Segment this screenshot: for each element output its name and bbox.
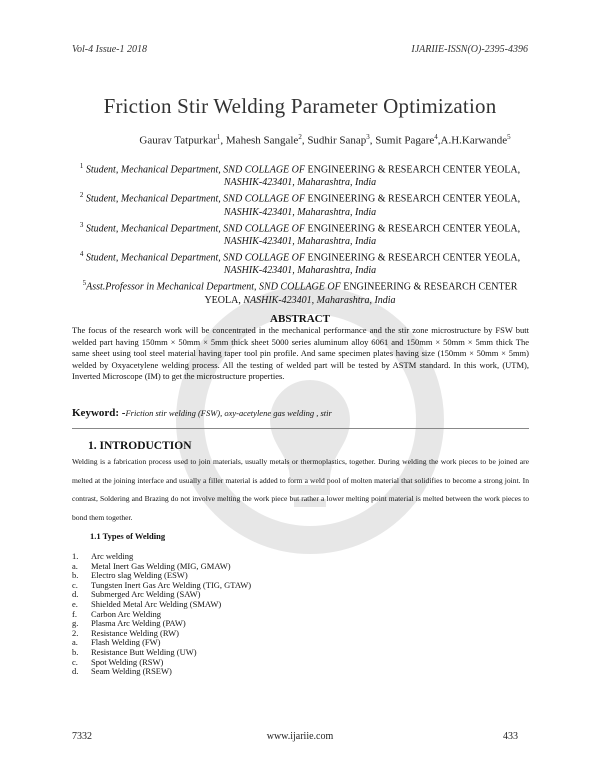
list-marker: a. <box>72 637 78 648</box>
author-sup: 4 <box>434 133 438 141</box>
keyword-label: Keyword: - <box>72 407 126 419</box>
list-marker: 1. <box>72 551 79 561</box>
list-marker: d. <box>72 666 79 677</box>
affiliation-college: ENGINEERING & RESEARCH CENTER YEOLA, <box>304 164 521 176</box>
list-label: Spot Welding (RSW) <box>91 656 164 667</box>
affiliation-college: ENGINEERING & RESEARCH CENTER YEOLA, <box>304 222 521 234</box>
affiliation <box>70 219 530 248</box>
affiliation-location: NASHIK-423401, Maharashtra, India <box>223 265 377 277</box>
author-name: Mahesh Sangale <box>225 134 299 147</box>
footer-website: www.ijariie.com <box>266 731 334 742</box>
author-separator: , <box>220 134 226 147</box>
affiliation-location: NASHIK-423401, Maharashtra, India <box>223 177 377 189</box>
keyword-text: Friction stir welding (FSW), oxy-acetylene gas welding , stir <box>125 408 332 418</box>
affiliation-college: ENGINEERING & RESEARCH CENTER YEOLA, <box>304 252 521 264</box>
footer-page-number: 433 <box>503 731 518 742</box>
welding-types-list <box>72 552 251 677</box>
affiliation-dept: Student, Mechanical Department, SND COLLAGE OF <box>83 164 305 176</box>
list-marker: g. <box>72 618 79 629</box>
list-marker: 2. <box>72 627 79 638</box>
affiliation <box>70 248 530 277</box>
list-label: Shielded Metal Arc Welding (SMAW) <box>91 598 222 609</box>
list-marker: c. <box>72 579 78 590</box>
affiliation-sup: 5 <box>82 279 87 288</box>
affiliation-sup: 4 <box>79 249 84 258</box>
list-label: Tungsten Inert Gas Arc Welding (TIG, GTAW) <box>91 579 252 590</box>
introduction-body: Welding is a fabrication process used to join materials, usually metals or thermoplastics, together. During welding the work pieces to be joined are melted at the joining interface and usually a filler material is added to form a weld pool of molten material that solidifies to become a strong joint. In contrast, Soldering and Brazing do not involve melting the work piece but rather a lower melting point material is melted between the work pieces to bond them together. <box>72 457 529 522</box>
author-separator: , <box>301 134 308 147</box>
author-list <box>0 133 600 147</box>
author-sup: 5 <box>507 133 511 141</box>
author-name: Gaurav Tatpurkar <box>139 134 217 147</box>
list-marker: f. <box>72 608 77 619</box>
list-label: Plasma Arc Welding (PAW) <box>91 618 186 629</box>
affiliation-dept: Student, Mechanical Department, SND COLLAGE OF <box>83 222 305 234</box>
paper-title: Friction Stir Welding Parameter Optimization <box>103 94 497 118</box>
list-marker: c. <box>72 656 78 667</box>
affiliation-sup: 3 <box>79 220 84 229</box>
affiliation-location: NASHIK-423401, Maharashtra, India <box>223 235 377 247</box>
author-sup: 2 <box>298 133 302 141</box>
list-label: Metal Inert Gas Welding (MIG, GMAW) <box>91 560 231 571</box>
list-label: Resistance Butt Welding (UW) <box>91 646 197 657</box>
introduction-heading: 1. INTRODUCTION <box>88 440 192 452</box>
list-label: Submerged Arc Welding (SAW) <box>91 589 201 600</box>
affiliation-dept: Student, Mechanical Department, SND COLLAGE OF <box>83 252 305 264</box>
affiliation <box>70 277 530 306</box>
footer-paper-id: 7332 <box>72 731 92 742</box>
list-marker: b. <box>72 570 79 581</box>
list-label: Resistance Welding (RW) <box>91 627 179 638</box>
list-item <box>72 667 251 677</box>
list-label: Flash Welding (FW) <box>91 637 161 648</box>
author-sup: 1 <box>216 133 221 141</box>
section-divider <box>72 428 529 429</box>
affiliation <box>70 189 530 218</box>
affiliation-location: NASHIK-423401, Maharashtra, India <box>243 294 396 306</box>
list-label: Seam Welding (RSEW) <box>91 666 172 677</box>
list-label: Carbon Arc Welding <box>91 608 161 619</box>
affiliation-college: ENGINEERING & RESEARCH CENTER YEOLA, <box>204 281 518 306</box>
keywords <box>72 407 332 419</box>
list-label: Arc welding <box>91 551 134 561</box>
author-name: Sumit Pagare <box>375 134 435 147</box>
running-header-issn: IJARIIE-ISSN(O)-2395-4396 <box>411 44 528 55</box>
author-name: Sudhir Sanap <box>307 134 367 147</box>
affiliation-sup: 1 <box>79 162 84 170</box>
list-marker: b. <box>72 646 79 657</box>
running-header-volume: Vol-4 Issue-1 2018 <box>72 44 147 55</box>
list-marker: e. <box>72 598 78 609</box>
affiliation-college: ENGINEERING & RESEARCH CENTER YEOLA, <box>304 193 521 205</box>
abstract-body: The focus of the research work will be concentrated in the mechanical performance and the stir zone microstructure by FSW butt welded part having 150mm × 50mm × 5mm thick sheet 5000 series aluminum alloy 6061 and 150mm × 50mm × 5mm thick The same sheet using tool steel material having taper tool pin profile. And same specimen plates having size (150mm × 50mm × 5mm) welded by Oxyacetylene welding process. All the testing of welded part will be tested by ASTM standard. In this work, (UTM), Inverted Microscope (IM) to get the microstructure properties. <box>72 325 529 381</box>
affiliation-dept: Asst.Professor in Mechanical Department, SND COLLAGE OF <box>86 281 341 293</box>
affiliation-list <box>70 160 530 307</box>
list-marker: d. <box>72 589 79 600</box>
affiliation-location: NASHIK-423401, Maharashtra, India <box>223 206 377 218</box>
affiliation <box>70 160 530 189</box>
author-separator: ,A.H.Karwande <box>437 134 508 147</box>
affiliation-sup: 2 <box>79 191 84 200</box>
author-sup: 3 <box>366 133 370 141</box>
author-separator: , <box>369 134 376 147</box>
abstract-heading: ABSTRACT <box>270 313 330 325</box>
list-marker: a. <box>72 560 78 571</box>
list-label: Electro slag Welding (ESW) <box>91 570 188 581</box>
types-heading: 1.1 Types of Welding <box>90 531 166 541</box>
affiliation-dept: Student, Mechanical Department, SND COLLAGE OF <box>83 193 305 205</box>
